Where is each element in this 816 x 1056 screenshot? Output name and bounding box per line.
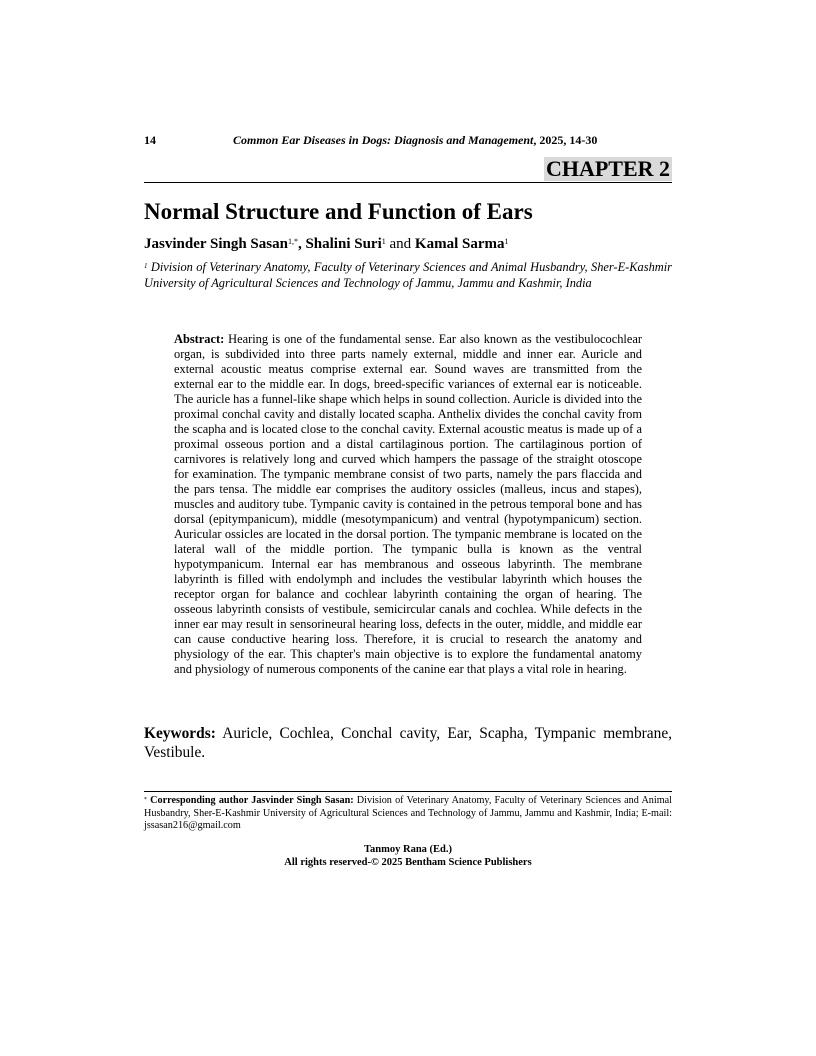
keywords — [144, 724, 672, 762]
author-separator: and — [385, 236, 415, 252]
author-name: Shalini Suri — [305, 236, 382, 252]
copyright-line: All rights reserved-© 2025 Bentham Science Publishers — [284, 856, 532, 868]
author-affiliation-mark: 1 — [381, 237, 386, 246]
author-affiliation-mark: 1 — [504, 237, 509, 246]
author-affiliation-mark: 1,* — [287, 237, 298, 246]
affiliation-text: Division of Veterinary Anatomy, Faculty of Veterinary Sciences and Animal Husbandry, Sher-E-Kashmir University of Agricultural Sciences and Technology of Jammu, Jammu and Kashmir, India — [144, 260, 672, 290]
keywords-text: Auricle, Cochlea, Conchal cavity, Ear, Scapha, Tympanic membrane, Vestibule. — [144, 725, 672, 761]
author-list — [144, 235, 672, 253]
abstract — [174, 332, 642, 677]
editor-credit — [144, 844, 672, 869]
author-separator: , — [297, 236, 306, 252]
chapter-label: CHAPTER 2 — [545, 156, 670, 181]
footnote-label: Corresponding author Jasvinder Singh Sasan: — [147, 795, 354, 806]
author-name: Kamal Sarma — [414, 236, 505, 252]
affiliation-mark: 1 — [144, 262, 148, 270]
footnote-text: Division of Veterinary Anatomy, Faculty of Veterinary Sciences and Animal Husbandry, Sher-E-Kashmir University of Agricultural Sciences and Technology of Jammu, Jammu and Kashmir, India; E-mail: jssasan216@gmail.com — [144, 795, 673, 831]
keywords-label: Keywords: — [144, 725, 216, 742]
abstract-label: Abstract: — [174, 332, 225, 346]
chapter-title: Normal Structure and Function of Ears — [144, 199, 533, 224]
affiliation — [144, 259, 672, 291]
chapter-rule — [144, 182, 672, 183]
abstract-text: Hearing is one of the fundamental sense. Ear also known as the vestibulocochlear organ, is subdivided into three parts namely external, middle and inner ear. Auricle and external acoustic meatus comprise external ear. Sound waves are transmitted from the external ear to the middle ear. In dogs, breed-specific variances of external ear is noticeable. The auricle has a funnel-like shape which helps in sound collection. Auricle is divided into the proximal conchal cavity and distally located scapha. Anthelix divides the conchal cavity from the scapha and is located close to the conchal cavity. External acoustic meatus is made up of a proximal osseous portion and a distal cartilaginous portion. The cartilaginous portion of carnivores is relatively long and curved which hampers the passage of the straight otoscope for examination. The tympanic membrane consist of two parts, namely the pars flaccida and the pars tensa. The middle ear comprises the auditory ossicles (malleus, incus and stapes), muscles and auditory tube. Tympanic cavity is contained in the petrous temporal bone and has dorsal (epitympanicum), middle (mesotympanicum) and ventral (hypotympanicum) section. Auricular ossicles are located in the dorsal portion. The tympanic membrane is located on the lateral wall of the middle portion. The tympanic bulla is known as the ventral hypotympanicum. Internal ear has membranous and osseous labyrinth. The membrane labyrinth is filled with endolymph and includes the vestibular labyrinth which houses the receptor organ for balance and cochlear labyrinth containing the organ of hearing. The osseous labyrinth consists of vestibule, semicircular canals and cochlea. While defects in the inner ear may result in sensorineural hearing loss, defects in the outer, middle, and middle ear can cause conductive hearing loss. Therefore, it is crucial to research the anatomy and physiology of the ear. This chapter's main objective is to explore the fundamental anatomy and physiology of numerous components of the canine ear that plays a vital role in hearing. — [174, 332, 642, 676]
footnote — [144, 795, 672, 833]
footnote-mark: * — [144, 797, 147, 803]
footnote-rule — [144, 791, 672, 792]
author-name: Jasvinder Singh Sasan — [144, 236, 288, 252]
book-title: Common Ear Diseases in Dogs: Diagnosis and Management — [233, 133, 534, 147]
year-pages: , 2025, 14-30 — [533, 133, 598, 147]
book-citation — [233, 133, 597, 147]
page-number: 14 — [144, 133, 156, 147]
editor-name: Tanmoy Rana (Ed.) — [363, 844, 452, 855]
